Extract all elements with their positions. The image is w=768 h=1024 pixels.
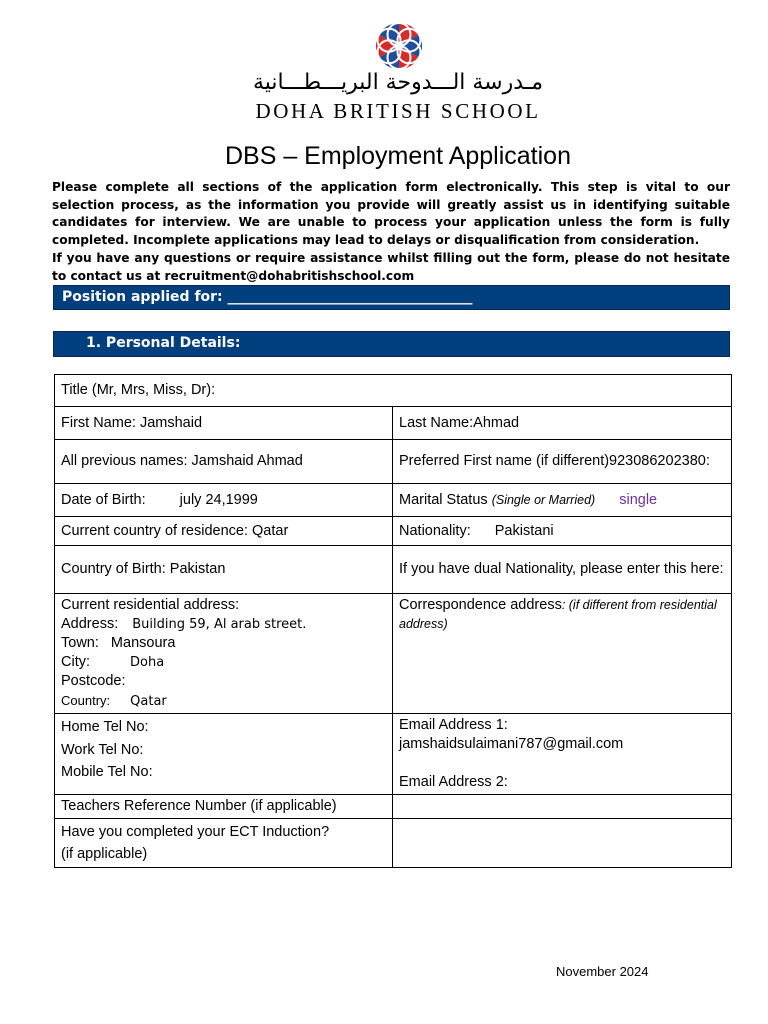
previous-names-field[interactable]: All previous names: Jamshaid Ahmad [55, 440, 393, 484]
home-tel-label: Home Tel No: [61, 719, 149, 735]
intro-paragraph-2: If you have any questions or require assistance whilst filling out the form, please do not hesitate to contact us at recruitment@dohabritishschool.com [52, 250, 730, 283]
school-logo-icon [370, 20, 428, 72]
intro-text [52, 179, 730, 285]
email-1-label: Email Address 1: [399, 717, 508, 733]
section-personal-details-header: 1. Personal Details: [53, 331, 730, 357]
intro-paragraph-1: Please complete all sections of the application form electronically. This step is vital to our selection process, as the information you provide will greatly assist us in identifying suitable candidates for interview. We are unable to process your application unless the form is fully completed. Incomplete applications may lead to delays or disqualification from consideration. [52, 180, 730, 248]
address-label: Address: [61, 616, 119, 632]
ect-induction-input[interactable] [393, 819, 732, 868]
address-value: Building 59, Al arab street. [132, 617, 307, 632]
residential-address-label: Current residential address: [61, 597, 240, 613]
email-2-label: Email Address 2: [399, 774, 508, 790]
residence-country-field[interactable]: Current country of residence: Qatar [55, 517, 393, 546]
personal-details-table [54, 374, 732, 868]
postcode-label: Postcode: [61, 673, 126, 689]
mobile-tel-label: Mobile Tel No: [61, 764, 153, 780]
email-addresses-field[interactable] [393, 714, 732, 795]
preferred-name-field[interactable]: Preferred First name (if different)923086202380: [393, 440, 732, 484]
nationality-label: Nationality: [399, 522, 471, 539]
title-field[interactable]: Title (Mr, Mrs, Miss, Dr): [55, 375, 732, 407]
dob-label: Date of Birth: [61, 491, 146, 508]
footer-date: November 2024 [556, 964, 649, 979]
last-name-field[interactable]: Last Name:Ahmad [393, 407, 732, 440]
correspondence-label: Correspondence address [399, 597, 562, 613]
ect-hint: (if applicable) [61, 846, 148, 862]
school-name: DOHA BRITISH SCHOOL [255, 99, 541, 123]
dual-nationality-field[interactable]: If you have dual Nationality, please enter this here: [393, 546, 732, 594]
city-label: City: [61, 654, 90, 670]
country-label: Country: [61, 693, 111, 708]
phone-numbers-field[interactable] [55, 714, 393, 795]
page-title: DBS – Employment Application [224, 142, 571, 170]
residential-address-field[interactable] [55, 594, 393, 714]
teacher-reference-label: Teachers Reference Number (if applicable) [55, 795, 393, 819]
ect-question: Have you completed your ECT Induction? [61, 824, 330, 840]
dob-value: july 24,1999 [179, 491, 258, 508]
birth-country-field[interactable]: Country of Birth: Pakistan [55, 546, 393, 594]
email-1-value: jamshaidsulaimani787@gmail.com [399, 736, 624, 752]
school-name-arabic: مـدرسة الـــدوحة البريـــطـــانية [252, 70, 544, 95]
town-value: Mansoura [110, 635, 176, 651]
marital-hint: (Single or Married) [491, 492, 596, 507]
nationality-field[interactable] [393, 517, 732, 546]
correspondence-address-field[interactable] [393, 594, 732, 714]
first-name-field[interactable]: First Name: Jamshaid [55, 407, 393, 440]
marital-status-field[interactable] [393, 484, 732, 517]
nationality-value: Pakistani [494, 522, 554, 539]
work-tel-label: Work Tel No: [61, 741, 144, 758]
country-value: Qatar [130, 694, 167, 709]
town-label: Town: [61, 635, 99, 651]
marital-value: single [619, 491, 658, 508]
city-value: Doha [130, 655, 165, 670]
teacher-reference-input[interactable] [393, 795, 732, 819]
marital-label: Marital Status [399, 491, 488, 508]
dob-field[interactable] [55, 484, 393, 517]
position-applied-bar[interactable]: Position applied for: ___________________________________ [53, 285, 730, 310]
ect-induction-label [55, 819, 393, 868]
correspondence-hint: : (if different from residential address) [399, 598, 717, 631]
